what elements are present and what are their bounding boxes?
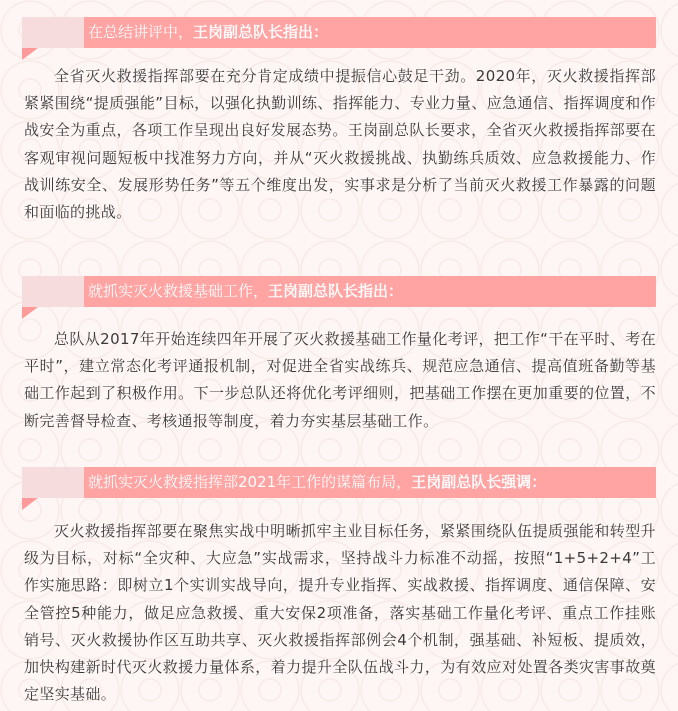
banner-fold-tab — [22, 498, 38, 510]
section-basic-work — [22, 276, 656, 436]
section-body-text: 总队从2017年开始连续四年开展了灭火救援基础工作量化考评，把工作“干在平时、考在平时”，建立常态化考评通报机制，对促进全省实战练兵、规范应急通信、提高值班备勤等基础工作起到了积极作用。下一步总队还将优化考评细则，把基础工作摆在更加重要的位置，不断完善督导检查、考核通报等制度，着力夯实基层基础工作。 — [24, 330, 656, 430]
banner-accent-light — [22, 467, 92, 498]
section-heading-speaker: 王岗副总队长强调： — [411, 473, 547, 491]
section-heading-banner — [22, 467, 656, 498]
banner-fold-tab — [22, 48, 38, 60]
banner-fold-tab — [22, 307, 38, 319]
section-summary-review — [22, 17, 656, 242]
section-heading-speaker: 王岗副总队长指出： — [268, 282, 404, 300]
section-body-text: 灭火救援指挥部要在聚焦实战中明晰抓牢主业目标任务，紧紧围绕队伍提质强能和转型升级为目标，对标“全灾种、大应急”实战需求，坚持战斗力标准不动摇，按照“1+5+2+4”工作实施思路：即树立1个实训实战导向，提升专业指挥、实战救援、指挥调度、通信保障、安全管控5种能力，做足应急救援、重大安保2项准备，落实基础工作量化考评、重点工作挂账销号、灭火救援协作区互助共享、灭火救援指挥部例会4个机制，强基础、补短板、提质效，加快构建新时代灭火救援力量体系，着力提升全队伍战斗力，为有效应对处置各类灾害事故奠定坚实基础。 — [24, 522, 656, 704]
section-body-text: 全省灭火救援指挥部要在充分肯定成绩中提振信心鼓足干劲。2020年，灭火救援指挥部紧紧围绕“提质强能”目标，以强化执勤训练、指挥能力、专业力量、应急通信、指挥调度和作战安全为重点，各项工作呈现出良好发展态势。王岗副总队长要求，全省灭火救援指挥部要在客观审视问题短板中找准努力方向，并从“灭火救援挑战、执勤练兵质效、应急救援能力、作战训练安全、发展形势任务”等五个维度出发，实事求是分析了当前灭火救援工作暴露的问题和面临的挑战。 — [24, 67, 656, 222]
section-heading-speaker: 王岗副总队长指出： — [193, 23, 329, 41]
banner-accent-light — [22, 17, 92, 48]
section-heading-banner — [22, 17, 656, 48]
section-heading-prefix: 在总结讲评中， — [88, 23, 194, 41]
banner-accent-light — [22, 276, 92, 307]
section-heading — [88, 467, 546, 498]
section-heading — [88, 276, 403, 307]
section-heading — [88, 17, 328, 48]
section-2021-planning — [22, 467, 656, 707]
section-heading-banner — [22, 276, 656, 307]
section-heading-prefix: 就抓实灭火救援基础工作， — [88, 282, 269, 300]
section-heading-prefix: 就抓实灭火救援指挥部2021年工作的谋篇布局， — [88, 473, 412, 491]
